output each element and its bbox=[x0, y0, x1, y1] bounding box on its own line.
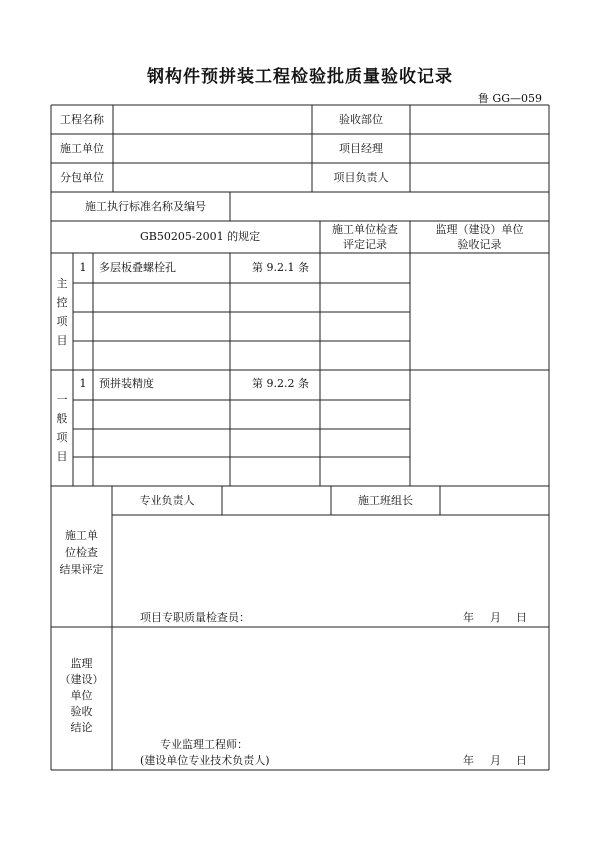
general-item-name: 预拼装精度 bbox=[99, 377, 154, 390]
specialist-label: 专业负责人 bbox=[139, 494, 195, 507]
conclusion-month: 月 bbox=[490, 754, 501, 767]
supervisor-header-line2: 验收记录 bbox=[457, 238, 502, 251]
project-manager-label: 项目经理 bbox=[339, 142, 383, 155]
main-item-clause: 第 9.2.1 条 bbox=[252, 261, 309, 274]
general-items-label-char: 一 bbox=[56, 393, 68, 406]
general-item-clause: 第 9.2.2 条 bbox=[252, 377, 309, 390]
contractor-eval-label-line: 施工单 bbox=[65, 529, 98, 542]
general-items-label-char: 般 bbox=[56, 412, 68, 425]
team-leader-label: 施工班组长 bbox=[358, 494, 413, 507]
general-items-label bbox=[52, 390, 72, 466]
main-items-label bbox=[52, 274, 72, 350]
general-items-label-char: 目 bbox=[56, 450, 68, 463]
contractor-check-header-line2: 评定记录 bbox=[343, 238, 387, 251]
supervisor-conclusion-label-line: 单位 bbox=[70, 689, 93, 702]
supervisor-conclusion-label-line: （建设） bbox=[59, 673, 104, 686]
supervising-engineer-label: 专业监理工程师： bbox=[160, 738, 248, 751]
standard-label: 施工执行标准名称及编号 bbox=[85, 200, 206, 213]
general-item-no: 1 bbox=[79, 377, 87, 390]
contractor-eval-label-line: 位检查 bbox=[65, 546, 98, 559]
contractor-eval-label bbox=[51, 527, 112, 578]
supervisor-conclusion-label bbox=[51, 656, 112, 736]
subcontract-unit-label: 分包单位 bbox=[60, 171, 104, 184]
spec-column-header: GB50205-2001 的规定 bbox=[140, 230, 261, 243]
supervisor-conclusion-label-line: 验收 bbox=[70, 705, 93, 718]
general-items-label-char: 项 bbox=[56, 431, 68, 444]
main-item-name: 多层板叠螺栓孔 bbox=[99, 261, 176, 274]
main-item-no: 1 bbox=[79, 261, 87, 274]
supervisor-header-line1: 监理（建设）单位 bbox=[435, 223, 524, 236]
contractor-eval-label-line: 结果评定 bbox=[59, 563, 104, 576]
construction-unit-label: 施工单位 bbox=[60, 142, 104, 155]
supervisor-conclusion-area[interactable] bbox=[116, 631, 544, 731]
eval-day: 日 bbox=[516, 611, 527, 624]
conclusion-day: 日 bbox=[516, 754, 527, 767]
contractor-eval-result-area[interactable] bbox=[116, 519, 544, 609]
quality-inspector-label: 项目专职质量检查员： bbox=[140, 611, 250, 624]
acceptance-part-label: 验收部位 bbox=[339, 113, 383, 126]
supervisor-conclusion-label-line: 监理 bbox=[70, 657, 93, 670]
eval-month: 月 bbox=[490, 611, 501, 624]
main-items-label-char: 目 bbox=[56, 334, 68, 347]
page-title: 钢构件预拼装工程检验批质量验收记录 bbox=[147, 67, 453, 87]
form-code: 鲁 GG—059 bbox=[477, 92, 542, 105]
main-items-label-char: 主 bbox=[56, 277, 68, 290]
supervisor-conclusion-label-line: 结论 bbox=[70, 721, 93, 734]
owner-technical-lead-label: (建设单位专业技术负责人) bbox=[140, 754, 270, 767]
eval-year: 年 bbox=[463, 611, 474, 624]
contractor-check-header-line1: 施工单位检查 bbox=[332, 223, 398, 236]
main-items-label-char: 控 bbox=[56, 296, 68, 309]
main-items-label-char: 项 bbox=[56, 315, 68, 328]
subcontract-leader-label: 项目负责人 bbox=[333, 171, 389, 184]
conclusion-year: 年 bbox=[463, 754, 474, 767]
project-name-label: 工程名称 bbox=[60, 113, 104, 126]
